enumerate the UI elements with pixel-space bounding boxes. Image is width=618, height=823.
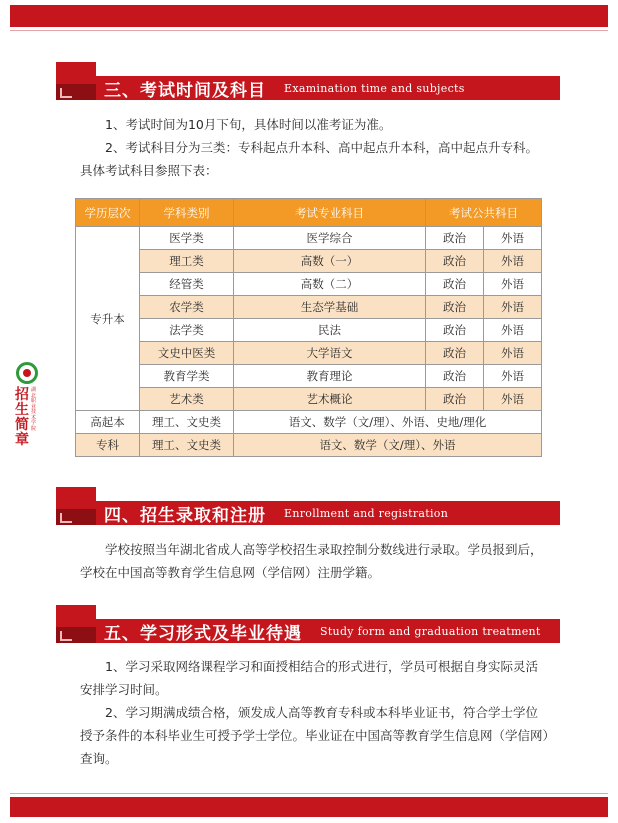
public-cell: 外语 [484, 365, 542, 388]
header-tab [56, 62, 96, 84]
table-row [76, 250, 542, 273]
public-cell: 政治 [426, 227, 484, 250]
brochure-label: 招生简章 [15, 387, 29, 448]
table-row [76, 388, 542, 411]
major-cell: 大学语文 [234, 342, 426, 365]
public-cell: 政治 [426, 365, 484, 388]
table-row [76, 227, 542, 250]
category-cell: 文史中医类 [140, 342, 234, 365]
table-row [76, 296, 542, 319]
public-cell: 外语 [484, 227, 542, 250]
category-cell: 教育学类 [140, 365, 234, 388]
section-4-title: 四、招生录取和注册 [104, 505, 266, 526]
category-cell: 农学类 [140, 296, 234, 319]
table-row [76, 319, 542, 342]
header-bar [96, 501, 560, 525]
table-header-row [76, 199, 542, 227]
section-4-body [80, 538, 550, 584]
public-cell: 外语 [484, 250, 542, 273]
major-cell: 民法 [234, 319, 426, 342]
section-5-title-en: Study form and graduation treatment [320, 624, 541, 638]
section-3-title: 三、考试时间及科目 [104, 80, 266, 101]
side-emblem [15, 362, 39, 462]
table-row [76, 411, 542, 434]
public-cell: 政治 [426, 296, 484, 319]
category-cell: 理工、文史类 [140, 434, 234, 457]
public-cell: 外语 [484, 273, 542, 296]
section-4-header [56, 487, 560, 527]
section-5-body [80, 655, 550, 770]
table-row [76, 273, 542, 296]
header-category: 学科类别 [140, 199, 234, 227]
public-cell: 政治 [426, 388, 484, 411]
category-cell: 法学类 [140, 319, 234, 342]
level-cell: 高起本 [76, 411, 140, 434]
major-cell: 高数（一） [234, 250, 426, 273]
fold-corner-icon [60, 631, 72, 641]
category-cell: 经管类 [140, 273, 234, 296]
header-public-subject: 考试公共科目 [426, 199, 542, 227]
exam-subjects-paragraph: 2、考试科目分为三类：专科起点升本科、高中起点升本科，高中起点升专科。具体考试科目参照下表： [80, 140, 538, 178]
public-cell: 政治 [426, 273, 484, 296]
table-row [76, 342, 542, 365]
graduation-paragraph: 2、学习期满成绩合格，颁发成人高等教育专科或本科毕业证书，符合学士学位授予条件的本科毕业生可授予学士学位。毕业证在中国高等教育学生信息网（学信网）查询。 [80, 705, 549, 766]
section-3-header [56, 62, 560, 102]
section-4-title-en: Enrollment and registration [284, 506, 449, 520]
table-row [76, 434, 542, 457]
public-cell: 政治 [426, 250, 484, 273]
bottom-decorative-band [10, 797, 608, 817]
level-cell: 专升本 [76, 227, 140, 411]
category-cell: 理工、文史类 [140, 411, 234, 434]
section-5-header [56, 605, 560, 645]
public-cell: 政治 [426, 319, 484, 342]
subjects-cell: 语文、数学（文/理）、外语 [234, 434, 542, 457]
exam-time-paragraph: 1、考试时间为10月下旬，具体时间以准考证为准。 [105, 117, 392, 132]
category-cell: 医学类 [140, 227, 234, 250]
exam-subjects-table [75, 198, 542, 457]
section-3-title-en: Examination time and subjects [284, 81, 465, 95]
header-tab [56, 605, 96, 627]
major-cell: 医学综合 [234, 227, 426, 250]
header-bar [96, 76, 560, 100]
public-cell: 外语 [484, 388, 542, 411]
study-form-paragraph: 1、学习采取网络课程学习和面授相结合的形式进行，学员可根据自身实际灵活安排学习时间。 [80, 659, 538, 697]
section-3-body [80, 113, 550, 182]
public-cell: 外语 [484, 319, 542, 342]
top-decorative-band [10, 5, 608, 27]
subjects-cell: 语文、数学（文/理）、外语、史地/理化 [234, 411, 542, 434]
header-bar [96, 619, 560, 643]
table-row [76, 365, 542, 388]
public-cell: 外语 [484, 296, 542, 319]
school-logo-icon [16, 362, 38, 384]
major-cell: 艺术概论 [234, 388, 426, 411]
major-cell: 生态学基础 [234, 296, 426, 319]
category-cell: 艺术类 [140, 388, 234, 411]
level-cell: 专科 [76, 434, 140, 457]
major-cell: 教育理论 [234, 365, 426, 388]
header-tab [56, 487, 96, 509]
category-cell: 理工类 [140, 250, 234, 273]
major-cell: 高数（二） [234, 273, 426, 296]
header-major-subject: 考试专业科目 [234, 199, 426, 227]
fold-corner-icon [60, 88, 72, 98]
header-level: 学历层次 [76, 199, 140, 227]
public-cell: 政治 [426, 342, 484, 365]
school-name-vertical: 湖北职业技术学院 [31, 387, 37, 432]
enrollment-paragraph: 学校按照当年湖北省成人高等学校招生录取控制分数线进行录取。学员报到后，学校在中国高等教育学生信息网（学信网）注册学籍。 [80, 542, 543, 580]
fold-corner-icon [60, 513, 72, 523]
section-5-title: 五、学习形式及毕业待遇 [104, 623, 302, 644]
public-cell: 外语 [484, 342, 542, 365]
